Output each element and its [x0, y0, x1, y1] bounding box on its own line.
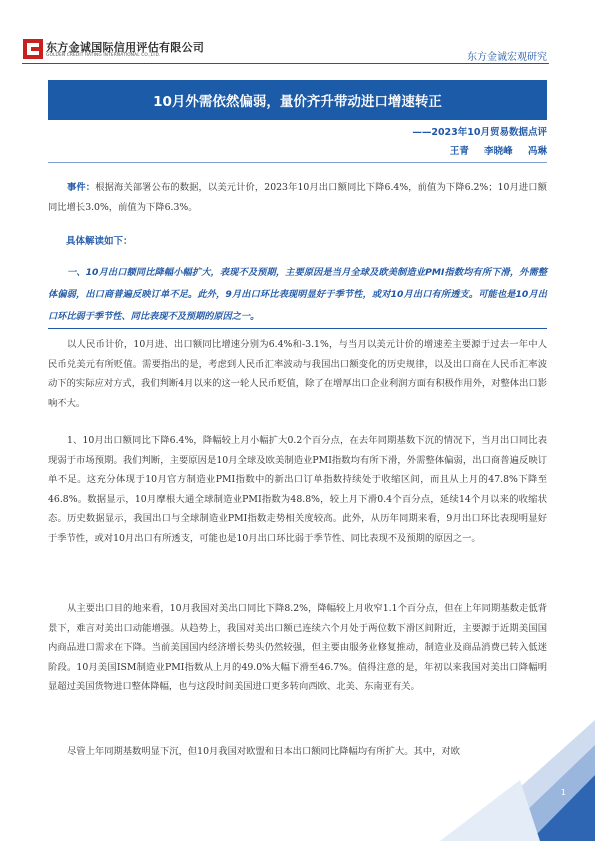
page-number: 1 — [560, 788, 566, 797]
event-paragraph — [48, 178, 547, 217]
body-paragraph: 尽管上年同期基数明显下沉，但10月我国对欧盟和日本出口额同比降幅均有所扩大。其中，对欧 — [67, 746, 461, 757]
org-name-cn: 东方金诚国际信用评估有限公司 — [46, 41, 205, 54]
key-point-paragraph: 一、10月出口额同比降幅小幅扩大，表现不及预期，主要原因是当月全球及欧美制造业PMI指数均有所下滑，外需整体偏弱，出口商普遍反映订单不足。此外，9月出口环比表现明显好于季节性，或对10月出口有所透支。可能也是10月出口环比弱于季节性、同比表现不及预期的原因之一。 — [48, 267, 547, 322]
header-divider — [22, 63, 549, 64]
author-list — [438, 143, 547, 157]
org-name-en: GOLDEN CREDIT RATING INTERNATIONAL CO.,LTD. — [46, 53, 161, 58]
company-logo — [23, 38, 203, 62]
body-paragraph: 以人民币计价，10月进、出口额同比增速分别为6.4%和-3.1%，与当月以美元计价的增速差主要源于过去一年中人民币兑美元有所贬值。需要指出的是，考虑到人民币汇率波动与我国出口额变化的历史规律，以及出口商在人民币汇率波动下的实际应对方式，我们判断4月以来的这一轮人民币贬值，除了在增厚出口企业利润方面有积极作用外，对整体出口影响不大。 — [48, 339, 547, 409]
logo-mark-icon — [23, 39, 43, 59]
author-name: 王青 — [449, 146, 469, 157]
key-point-underline — [48, 328, 547, 329]
author-name: 冯琳 — [527, 146, 547, 157]
body-paragraph: 从主要出口目的地来看，10月我国对美出口同比下降8.2%，降幅较上月收窄1.1个百分点，但在上年同期基数走低背景下，难言对美出口动能增强。从趋势上，我国对美出口额已连续六个月处于两位数下滑区间附近，主要源于近期美国国内商品进口需求在下降。当前美国国内经济增长势头仍然较强，但主要由服务业修复推动，制造业及商品消费已转入低迷阶段。10月美国ISM制造业PMI指数从上月的49.0%大幅下滑至46.7%。值得注意的是，年初以来我国对美出口降幅明显超过美国货物进口整体降幅，也与这段时间美国进口更多转向西欧、北美、东南亚有关。 — [48, 603, 547, 693]
header-series-label: 东方金诚宏观研究 — [467, 52, 547, 63]
report-subtitle: ——2023年10月贸易数据点评 — [412, 127, 547, 138]
section-heading: 具体解读如下： — [66, 236, 133, 247]
event-label: 事件： — [67, 182, 96, 193]
corner-decoration — [440, 720, 595, 841]
report-title: 10月外需依然偏弱，量价齐升带动进口增速转正 — [153, 94, 442, 110]
author-name: 李晓峰 — [484, 146, 513, 157]
body-paragraph: 1、10月出口额同比下降6.4%，降幅较上月小幅扩大0.2个百分点，在去年同期基数下沉的情况下，当月出口同比表现弱于市场预期。我们判断，主要原因是10月全球及欧美制造业PMI指数均有所下滑，外需整体偏弱，出口商普遍反映订单不足。这充分体现于10月官方制造业PMI指数中的新出口订单指数持续处于收缩区间，而且从上月的47.8%下降至46.8%。数据显示，10月摩根大通全球制造业PMI指数为48.8%，较上月下滑0.4个百分点，延续14个月以来的收缩状态。历史数据显示，我国出口与全球制造业PMI指数走势相关度较高。此外，从历年同期来看，9月出口环比表现明显好于季节性，或对10月出口有所透支，可能也是10月出口环比弱于季节性、同比表现不及预期的原因之一。 — [48, 435, 547, 544]
subtitle-divider — [48, 162, 547, 163]
event-text: 根据海关部署公布的数据，以美元计价，2023年10月出口额同比下降6.4%，前值为下降6.2%；10月进口额同比增长3.0%，前值为下降6.3%。 — [48, 182, 547, 213]
title-banner — [48, 80, 547, 120]
